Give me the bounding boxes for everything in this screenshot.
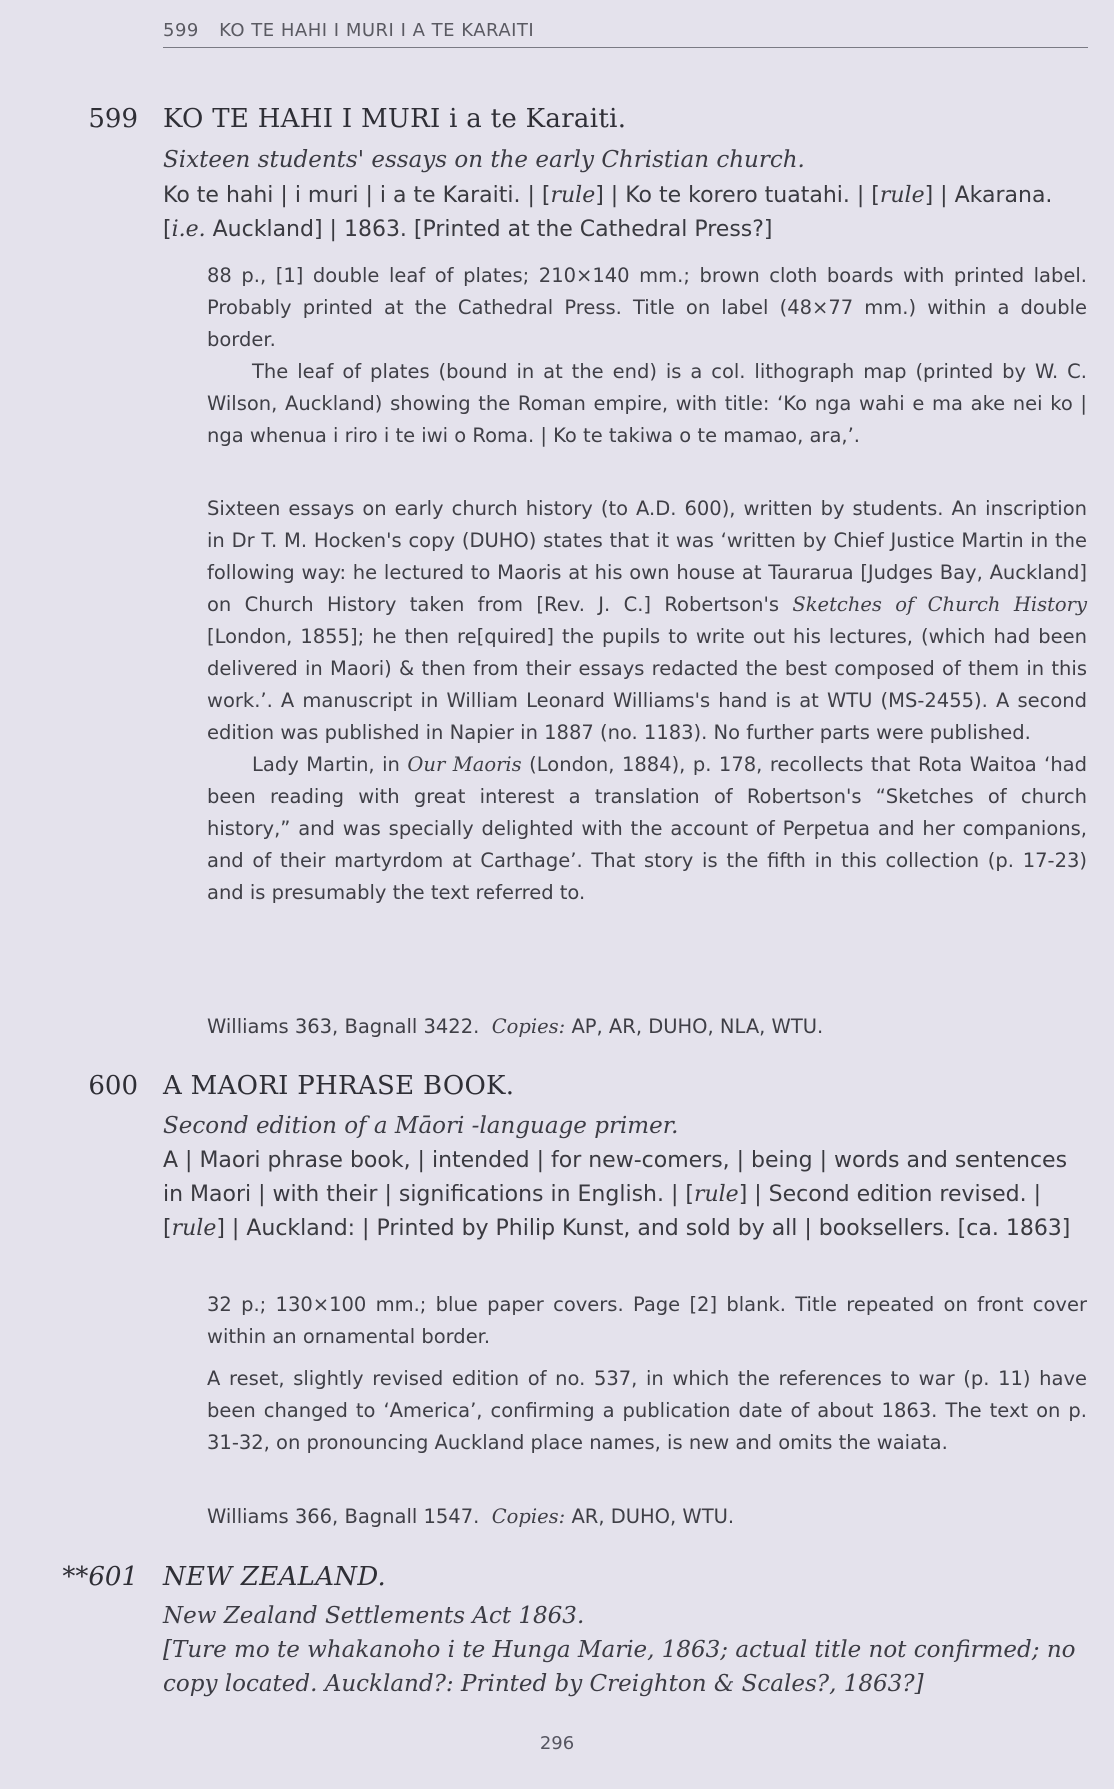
- physical-description: [207, 1289, 1087, 1353]
- physical-description: [207, 260, 1087, 452]
- entry-title: A MAORI PHRASE BOOK.: [163, 1071, 515, 1101]
- note-paragraph: Lady Martin, in Our Maoris (London, 1884), p. 178, recollects that Rota Waitoa ‘had been reading with great interest a translation of Robertson's “Sketches of church history,” and was specially delighted with the account of Perpetua and her companions, and of their martyrdom at Carthage’. That story is the fifth in this collection (p. 17-23) and is presumably the text referred to.: [207, 753, 1088, 904]
- running-head-title: KO TE HAHI I MURI I A TE KARAITI: [219, 20, 535, 41]
- entry-number: 599: [88, 104, 138, 134]
- entry-note: [Ture mo te whakanoho i te Hunga Marie, 1863; actual title not confirmed; no copy located. Auckland?: Printed by Creighton & Scales?, 1863?]: [163, 1637, 1076, 1697]
- collation: 32 p.; 130×100 mm.; blue paper covers. Page [2] blank. Title repeated on front cover within an ornamental border.: [207, 1293, 1087, 1348]
- bibliographic-refs: Williams 363, Bagnall 3422.: [207, 1015, 480, 1038]
- notes: [207, 493, 1087, 909]
- bibliographic-refs: Williams 366, Bagnall 1547.: [207, 1505, 480, 1528]
- running-head-number: 599: [163, 20, 199, 41]
- copies-list: AR, DUHO, WTU.: [571, 1505, 735, 1528]
- references: [207, 1501, 1087, 1533]
- entry-number: **601: [62, 1562, 138, 1592]
- entry-subtitle: New Zealand Settlements Act 1863.: [163, 1603, 585, 1629]
- entry-title: NEW ZEALAND.: [163, 1562, 387, 1592]
- title-page-transcription: A | Maori phrase book, | intended | for new-comers, | being | words and sentences in Maori | with their | significations in English. | [rule] | Second edition revised. | [rule] | Auckland: | Printed by Philip Kunst, and sold by all | booksellers. [ca. 1863]: [163, 1148, 1071, 1241]
- page-number: 296: [539, 1733, 575, 1754]
- collation: 88 p., [1] double leaf of plates; 210×140 mm.; brown cloth boards with printed label. Probably printed at the Cathedral Press. Title on label (48×77 mm.) within a double border.: [207, 264, 1087, 351]
- references: [207, 1011, 1087, 1043]
- entry-number: 600: [88, 1071, 138, 1101]
- note-paragraph: A reset, slightly revised edition of no. 537, in which the references to war (p. 11) have been changed to ‘America’, confirming a publication date of about 1863. The text on p. 31-32, on pronouncing Auckland place names, is new and omits the waiata.: [207, 1367, 1087, 1454]
- copies-list: AP, AR, DUHO, NLA, WTU.: [571, 1015, 824, 1038]
- note-paragraph: Sixteen essays on early church history (to A.D. 600), written by students. An inscription in Dr T. M. Hocken's copy (DUHO) states that it was ‘written by Chief Justice Martin in the following way: he lectured to Maoris at his own house at Taurarua [Judges Bay, Auckland] on Church History taken from [Rev. J. C.] Robertson's Sketches of Church History [London, 1855]; he then re[quired] the pupils to write out his lectures, (which had been delivered in Maori) & then from their essays redacted the best composed of them in this work.’. A manuscript in William Leonard Williams's hand is at WTU (MS-2455). A second edition was published in Napier in 1887 (no. 1183). No further parts were published.: [207, 497, 1087, 744]
- copies-label: Copies:: [491, 1015, 566, 1038]
- entry-subtitle: Sixteen students' essays on the early Christian church.: [163, 147, 805, 173]
- running-head: [163, 20, 1088, 48]
- entry-title: KO TE HAHI I MURI i a te Karaiti.: [163, 104, 627, 134]
- copies-label: Copies:: [491, 1505, 566, 1528]
- title-page-transcription: Ko te hahi | i muri | i a te Karaiti. | [rule] | Ko te korero tuatahi. | [rule] | Akarana. [i.e. Auckland] | 1863. [Printed at the Cathedral Press?]: [163, 183, 1053, 242]
- plates-description: The leaf of plates (bound in at the end) is a col. lithograph map (printed by W. C. Wilson, Auckland) showing the Roman empire, with title: ‘Ko nga wahi e ma ake nei ko | nga whenua i riro i te iwi o Roma. | Ko te takiwa o te mamao, ara,’.: [207, 360, 1087, 447]
- entry-subtitle: Second edition of a Māori -language primer.: [163, 1113, 679, 1139]
- notes: [207, 1363, 1087, 1459]
